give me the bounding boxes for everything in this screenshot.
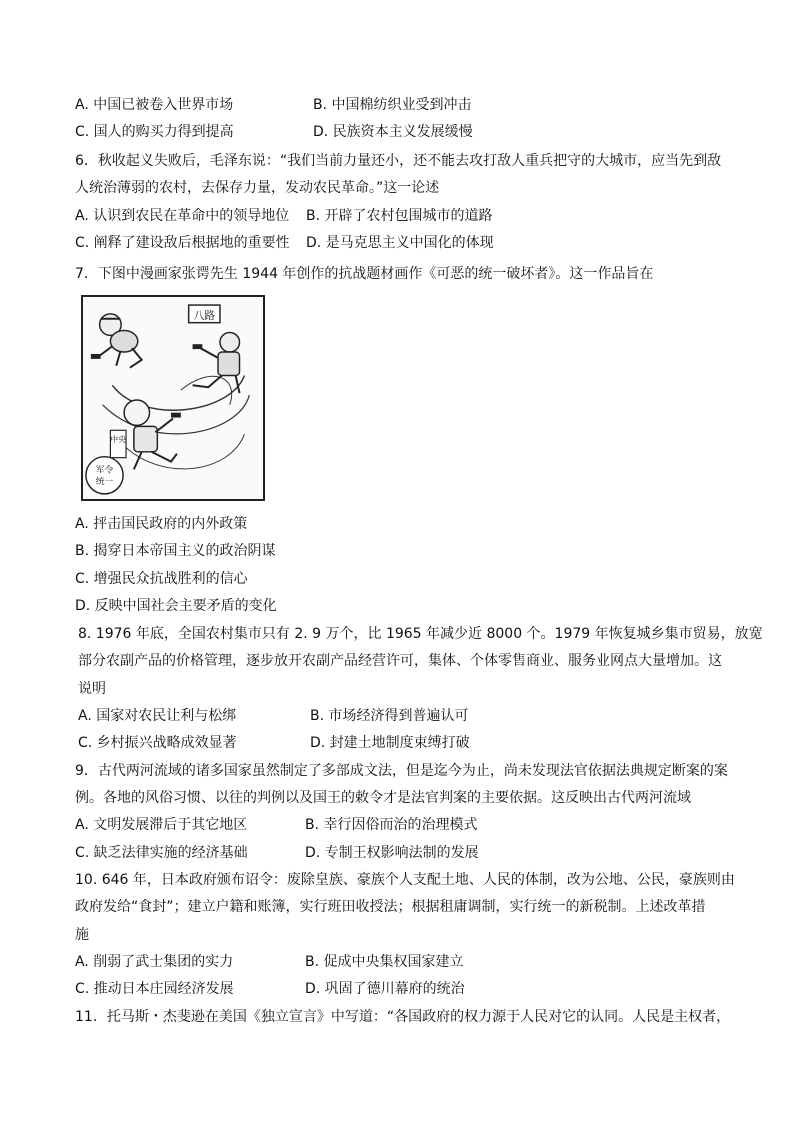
- q7-option-c: C. 增强民众抗战胜利的信心: [75, 571, 248, 587]
- figure-eighth-route-icon: [193, 332, 240, 393]
- q8-stem-line3: 说明: [78, 681, 106, 697]
- q5-option-b: B. 中国棉纺织业受到冲击: [313, 97, 472, 113]
- cartoon-sign-label: 八路: [193, 308, 216, 322]
- q7-option-d: D. 反映中国社会主要矛盾的变化: [75, 598, 277, 614]
- q5-option-d: D. 民族资本主义发展缓慢: [313, 124, 473, 140]
- q10-stem-line3: 施: [75, 927, 89, 943]
- q6-option-a: A. 认识到农民在革命中的领导地位: [75, 208, 290, 224]
- figure-soldier-icon: [91, 314, 142, 368]
- q9-option-d: D. 专制王权影响法制的发展: [305, 845, 479, 861]
- q8-option-c: C. 乡村振兴战略成效显著: [78, 735, 237, 751]
- q8-option-d: D. 封建土地制度束缚打破: [310, 735, 470, 751]
- q8-option-b: B. 市场经济得到普遍认可: [310, 708, 469, 724]
- q7-option-b: B. 揭穿日本帝国主义的政治阴谋: [75, 543, 276, 559]
- q5-option-c: C. 国人的购买力得到提高: [75, 124, 234, 140]
- cartoon-drawing: [83, 297, 263, 499]
- q9-stem-line2: 例。各地的风俗习惯、以往的判例以及国王的敕令才是法官判案的主要依据。这反映出古代两河流域: [75, 790, 691, 806]
- q10-option-b: B. 促成中央集权国家建立: [305, 954, 464, 970]
- q8-stem-line2: 部分农副产品的价格管理，逐步放开农副产品经营许可，集体、个体零售商业、服务业网点大量增加。这: [78, 653, 722, 669]
- q9-option-a: A. 文明发展滞后于其它地区: [75, 817, 248, 833]
- q9-option-b: B. 幸行因俗而治的治理模式: [305, 817, 478, 833]
- q9-stem-line1: 9．古代两河流域的诸多国家虽然制定了多部成文法，但是迄今为止，尚未发现法官依据法典规定断案的案: [75, 763, 728, 779]
- q10-option-c: C. 推动日本庄园经济发展: [75, 981, 234, 997]
- q10-stem-line2: 政府发给“食封”；建立户籍和账簿，实行班田收授法；根据租庸调制，实行统一的新税制。上述改革措: [75, 899, 706, 915]
- q7-option-a: A. 抨击国民政府的内外政策: [75, 516, 248, 532]
- cartoon-arm-label: 中央: [110, 435, 127, 445]
- q9-option-c: C. 缺乏法律实施的经济基础: [75, 845, 248, 861]
- q6-option-d: D. 是马克思主义中国化的体现: [306, 235, 494, 251]
- q10-option-a: A. 削弱了武士集团的实力: [75, 954, 234, 970]
- q11-stem-line1: 11．托马斯・杰斐逊在美国《独立宣言》中写道：“各国政府的权力源于人民对它的认同。人民是主权者，: [75, 1009, 731, 1025]
- q6-stem-line2: 人统治薄弱的农村，去保存力量，发动农民革命。”这一论述: [75, 180, 440, 196]
- cartoon-flag-line1: 军令: [95, 465, 114, 476]
- q6-stem-line1: 6．秋收起义失败后，毛泽东说：“我们当前力量还小，还不能去攻打敌人重兵把守的大城市，应当先到敌: [75, 153, 722, 169]
- q6-option-c: C. 阐释了建设敌后根据地的重要性: [75, 235, 290, 251]
- q10-stem-line1: 10. 646 年，日本政府颁布诏令：废除皇族、豪族个人支配土地、人民的体制，改为公地、公民，豪族则由: [75, 872, 735, 888]
- q8-stem-line1: 8. 1976 年底，全国农村集市只有 2. 9 万个，比 1965 年减少近 8000 个。1979 年恢复城乡集市贸易，放宽: [78, 626, 763, 642]
- q5-option-a: A. 中国已被卷入世界市场: [75, 97, 234, 113]
- q6-option-b: B. 开辟了农村包围城市的道路: [306, 208, 493, 224]
- q7-stem: 7．下图中漫画家张谔先生 1944 年创作的抗战题材画作《可恶的统一破坏者》。这一作品旨在: [75, 266, 654, 282]
- cartoon-flag-line2: 统一: [95, 477, 114, 488]
- cartoon-image: [81, 295, 265, 501]
- q10-option-d: D. 巩固了德川幕府的统治: [305, 981, 465, 997]
- q8-option-a: A. 国家对农民让利与松绑: [78, 708, 237, 724]
